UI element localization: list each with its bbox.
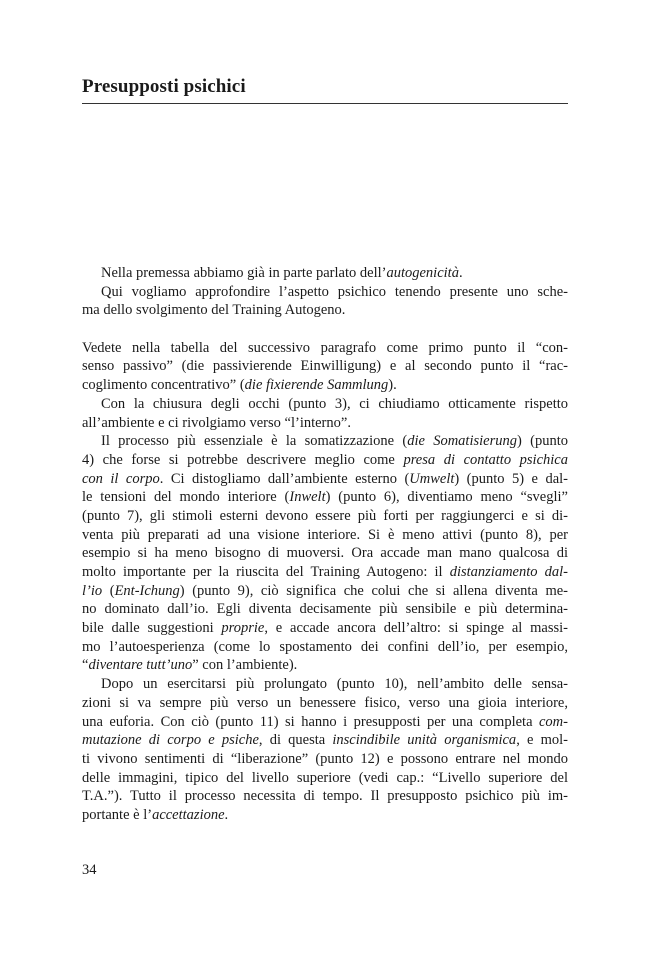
- italic-term: die fixierende Sammlung: [244, 377, 389, 394]
- page-number: 34: [82, 862, 97, 878]
- italic-term: presa di contatto psichica: [403, 451, 568, 468]
- text-line: delle immagini, tipico del livello superiore (vedi cap.: “Livello superiore del: [82, 769, 568, 786]
- text-line: con il corpo. Ci distogliamo dall’ambiente esterno (Umwelt) (punto 5) e dal-: [82, 470, 568, 487]
- italic-term: Umwelt: [409, 470, 455, 487]
- text-line: mo l’autoesperienza (come lo spostamento dei confini dell’io, per esempio,: [82, 638, 568, 655]
- text-line: T.A.”). Tutto il processo necessita di tempo. Il presupposto psichico più im-: [82, 788, 568, 805]
- text-line: ti vivono sentimenti di “liberazione” (punto 12) e possono entrare nel mondo: [82, 750, 568, 767]
- paragraph: [82, 283, 568, 320]
- text-line: Il processo più essenziale è la somatizzazione (die Somatisierung) (punto: [101, 433, 568, 450]
- text-line: Qui vogliamo approfondire l’aspetto psichico tenendo presente uno sche-: [101, 283, 568, 300]
- body-text: [82, 264, 568, 825]
- italic-term: die Somatisierung: [407, 433, 517, 450]
- text-line: Dopo un esercitarsi più prolungato (punto 10), nell’ambito delle sensa-: [101, 676, 568, 693]
- page-title: Presupposti psichici: [82, 76, 246, 97]
- text-line: zioni si va sempre più verso un benessere fisico, verso una gioia interiore,: [82, 694, 568, 711]
- text-line: Nella premessa abbiamo già in parte parlato dell’autogenicità.: [101, 265, 463, 281]
- text-line: ma dello svolgimento del Training Autogeno.: [82, 302, 346, 319]
- text-line: coglimento concentrativo” (die fixierende Sammlung).: [82, 377, 397, 394]
- italic-term: diventare tutt’uno: [88, 657, 193, 674]
- italic-term: Ent-Ichung: [114, 582, 180, 599]
- text-line: l’io (Ent-Ichung) (punto 9), ciò significa che colui che si allena diventa me-: [82, 582, 568, 599]
- italic-term: proprie: [221, 620, 265, 637]
- paragraph: [82, 395, 568, 432]
- text-line: all’ambiente e ci rivolgiamo verso “l’interno”.: [82, 414, 351, 431]
- italic-term: Inwelt: [289, 489, 326, 506]
- title-rule: [82, 103, 568, 104]
- paragraph: [82, 264, 568, 283]
- paragraph: [82, 675, 568, 825]
- paragraph-gap: [82, 320, 568, 339]
- text-line: esempio si ha meno bisogno di muoversi. Ora accade man mano qualcosa di: [82, 545, 568, 562]
- text-line: mutazione di corpo e psiche, di questa inscindibile unità organismica, e mol-: [82, 732, 568, 749]
- text-line: molto importante per la riuscita del Training Autogeno: il distanziamento dal-: [82, 564, 569, 580]
- text-line: 4) che forse si potrebbe descrivere meglio come presa di contatto psichica: [82, 451, 568, 468]
- text-line: senso passivo” (die passivierende Einwilligung) e al secondo punto il “rac-: [82, 358, 568, 375]
- text-line: portante è l’accettazione.: [82, 806, 229, 823]
- italic-term: accettazione: [152, 806, 225, 823]
- text-line: (punto 7), gli stimoli esterni devono essere più forti per raggiungerci e si di-: [82, 507, 568, 524]
- italic-term: mutazione di corpo e psiche: [82, 732, 259, 749]
- paragraph: [82, 432, 568, 675]
- paragraph: [82, 339, 568, 395]
- italic-term: con il corpo: [82, 470, 160, 487]
- text-line: Vedete nella tabella del successivo paragrafo come primo punto il “con-: [82, 339, 568, 356]
- italic-term: l’io: [82, 582, 103, 599]
- text-line: le tensioni del mondo interiore (Inwelt) (punto 6), diventiamo meno “svegli”: [82, 489, 568, 506]
- italic-term: distanziamento dal-: [449, 564, 569, 580]
- italic-term: autogenicità: [386, 265, 459, 281]
- italic-term: com-: [539, 713, 568, 730]
- text-line: una euforia. Con ciò (punto 11) si hanno i presupposti per una completa com-: [82, 713, 568, 730]
- text-line: no dominato dall’io. Egli diventa decisamente più sensibile e più determina-: [82, 601, 568, 618]
- text-line: Con la chiusura degli occhi (punto 3), ci chiudiamo otticamente rispetto: [101, 395, 568, 412]
- text-line: bile dalle suggestioni proprie, e accade ancora dell’altro: si spinge al massi-: [82, 620, 568, 637]
- italic-term: inscindibile unità organismica: [332, 732, 517, 749]
- text-line: “diventare tutt’uno” con l’ambiente).: [82, 657, 298, 674]
- text-line: venta più preparati ad una visione interiore. Si è meno attivi (punto 8), per: [82, 526, 568, 543]
